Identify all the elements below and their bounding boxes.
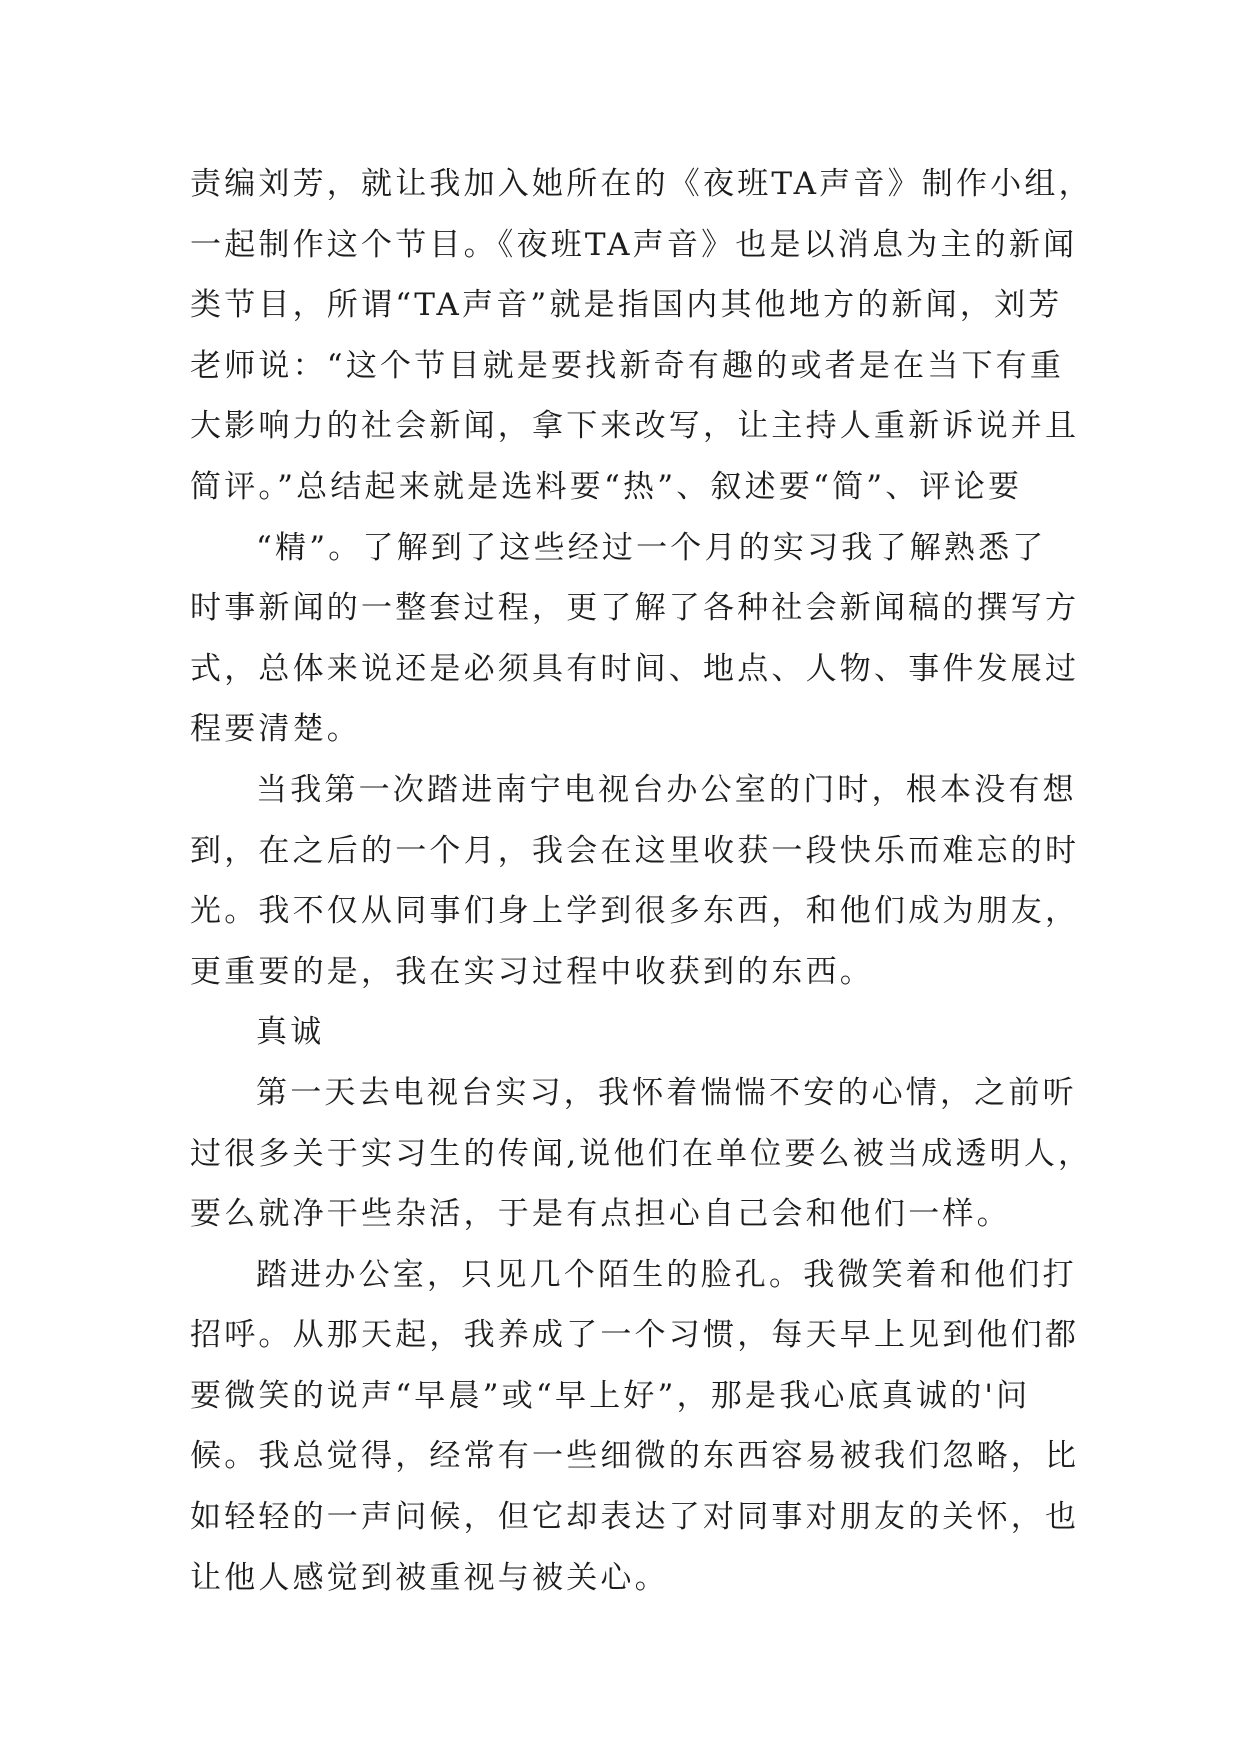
text-line: 程要清楚。 — [190, 711, 361, 748]
text-line: 招呼。从那天起，我养成了一个习惯，每天早上见到他们都 — [190, 1317, 1080, 1354]
text-line: 过很多关于实习生的传闻,说他们在单位要么被当成透明人， — [190, 1135, 1093, 1172]
text-line: 如轻轻的一声问候，但它却表达了对同事对朋友的关怀，也 — [190, 1499, 1080, 1536]
text-line: 候。我总觉得，经常有一些细微的东西容易被我们忽略，比 — [190, 1438, 1080, 1475]
text-line: 到，在之后的一个月，我会在这里收获一段快乐而难忘的时 — [190, 832, 1080, 869]
text-line: 第一天去电视台实习，我怀着惴惴不安的心情，之前听 — [256, 1074, 1077, 1111]
text-line: 大影响力的社会新闻，拿下来改写，让主持人重新诉说并且 — [190, 408, 1080, 445]
text-line: 老师说：“这个节目就是要找新奇有趣的或者是在当下有重 — [190, 347, 1065, 384]
text-line: 简评。”总结起来就是选料要“热”、叙述要“简”、评论要 — [190, 468, 1023, 505]
text-line: “精”。了解到了这些经过一个月的实习我了解熟悉了 — [256, 529, 1047, 566]
text-line: 光。我不仅从同事们身上学到很多东西，和他们成为朋友， — [190, 893, 1080, 930]
text-line: 式，总体来说还是必须具有时间、地点、人物、事件发展过 — [190, 650, 1080, 687]
text-line: 要微笑的说声“早晨”或“早上好”，那是我心底真诚的'问 — [190, 1377, 1031, 1414]
text-line: 要么就净干些杂活，于是有点担心自己会和他们一样。 — [190, 1196, 1011, 1233]
text-line: 时事新闻的一整套过程，更了解了各种社会新闻稿的撰写方 — [190, 590, 1080, 627]
body-text — [190, 154, 1093, 1608]
text-line: 一起制作这个节目。《夜班TA声音》也是以消息为主的新闻 — [190, 226, 1078, 263]
text-line: 类节目，所谓“TA声音”就是指国内其他地方的新闻，刘芳 — [190, 287, 1063, 324]
text-line: 更重要的是，我在实习过程中收获到的东西。 — [190, 953, 874, 990]
text-line: 让他人感觉到被重视与被关心。 — [190, 1559, 669, 1596]
text-line: 当我第一次踏进南宁电视台办公室的门时，根本没有想 — [256, 771, 1077, 808]
section-heading: 真诚 — [256, 1014, 325, 1051]
text-line: 责编刘芳，就让我加入她所在的《夜班TA声音》制作小组， — [190, 166, 1093, 202]
text-line: 踏进办公室，只见几个陌生的脸孔。我微笑着和他们打 — [256, 1256, 1077, 1293]
